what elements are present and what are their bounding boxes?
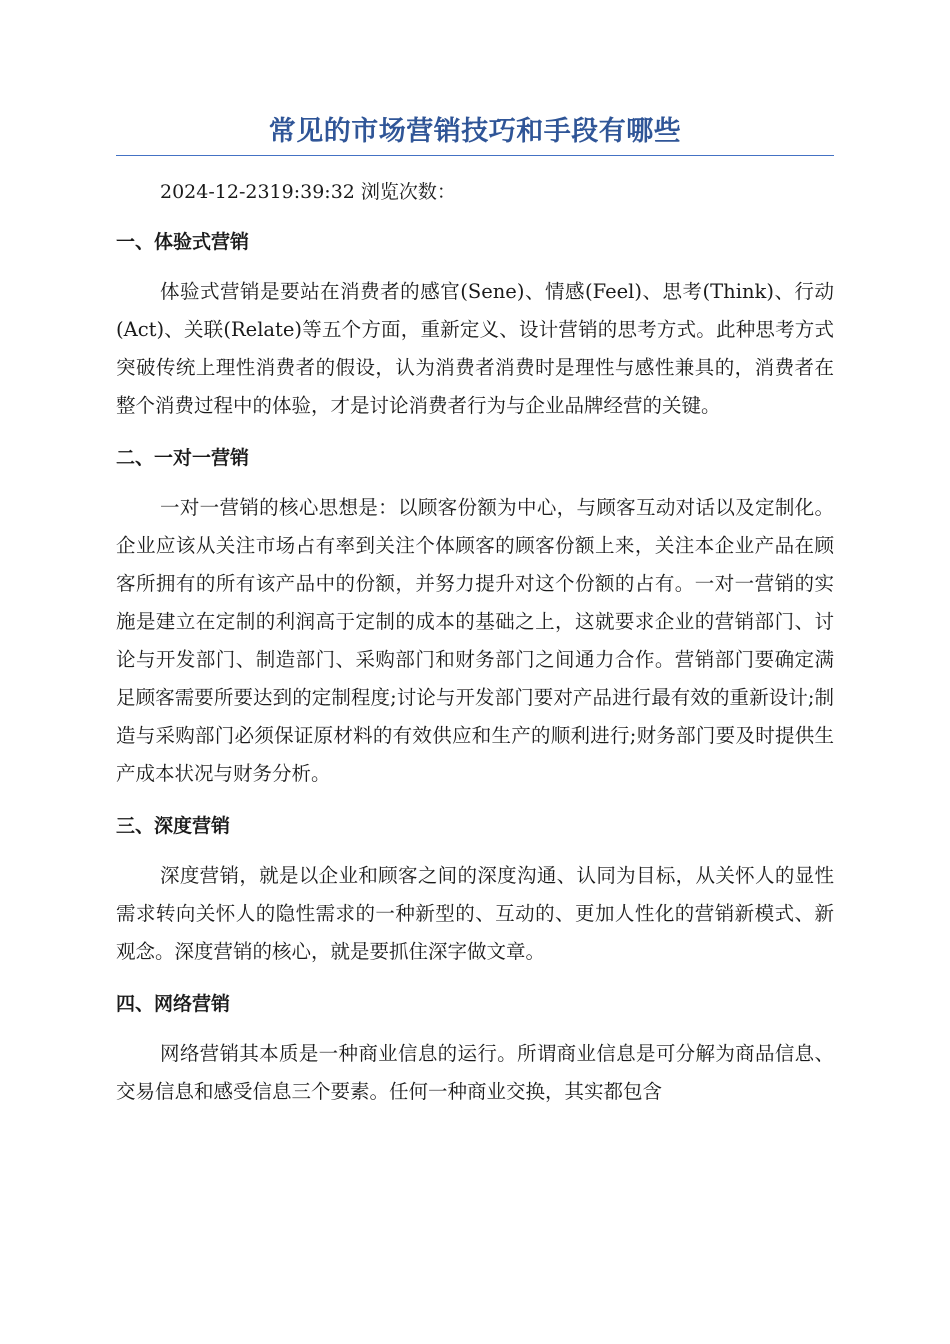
section-heading: 四、网络营销 xyxy=(116,993,231,1015)
section-heading: 一、体验式营销 xyxy=(116,231,250,253)
section-paragraph: 网络营销其本质是一种商业信息的运行。所谓商业信息是可分解为商品信息、交易信息和感受信息三个要素。任何一种商业交换，其实都包含 xyxy=(116,1042,834,1103)
section-paragraph: 深度营销，就是以企业和顾客之间的深度沟通、认同为目标，从关怀人的显性需求转向关怀人的隐性需求的一种新型的、互动的、更加人性化的营销新模式、新观念。深度营销的核心，就是要抓住深字做文章。 xyxy=(116,864,834,963)
document-page xyxy=(116,110,834,1125)
section-paragraph: 一对一营销的核心思想是：以顾客份额为中心，与顾客互动对话以及定制化。企业应该从关注市场占有率到关注个体顾客的顾客份额上来，关注本企业产品在顾客所拥有的所有该产品中的份额，并努力提升对这个份额的占有。一对一营销的实施是建立在定制的利润高于定制的成本的基础之上，这就要求企业的营销部门、讨论与开发部门、制造部门、采购部门和财务部门之间通力合作。营销部门要确定满足顾客需要所要达到的定制程度;讨论与开发部门要对产品进行最有效的重新设计;制造与采购部门必须保证原材料的有效供应和生产的顺利进行;财务部门要及时提供生产成本状况与财务分析。 xyxy=(116,496,834,785)
section-heading: 三、深度营销 xyxy=(116,815,231,837)
document-title: 常见的市场营销技巧和手段有哪些 xyxy=(116,110,834,156)
section-heading: 二、一对一营销 xyxy=(116,447,250,469)
section-paragraph: 体验式营销是要站在消费者的感官(Sene)、情感(Feel)、思考(Think)、行动(Act)、关联(Relate)等五个方面，重新定义、设计营销的思考方式。此种思考方式突破传统上理性消费者的假设，认为消费者消费时是理性与感性兼具的，消费者在整个消费过程中的体验，才是讨论消费者行为与企业品牌经营的关键。 xyxy=(116,280,834,417)
publish-meta: 2024-12-2319:39:32 浏览次数： xyxy=(160,181,456,203)
